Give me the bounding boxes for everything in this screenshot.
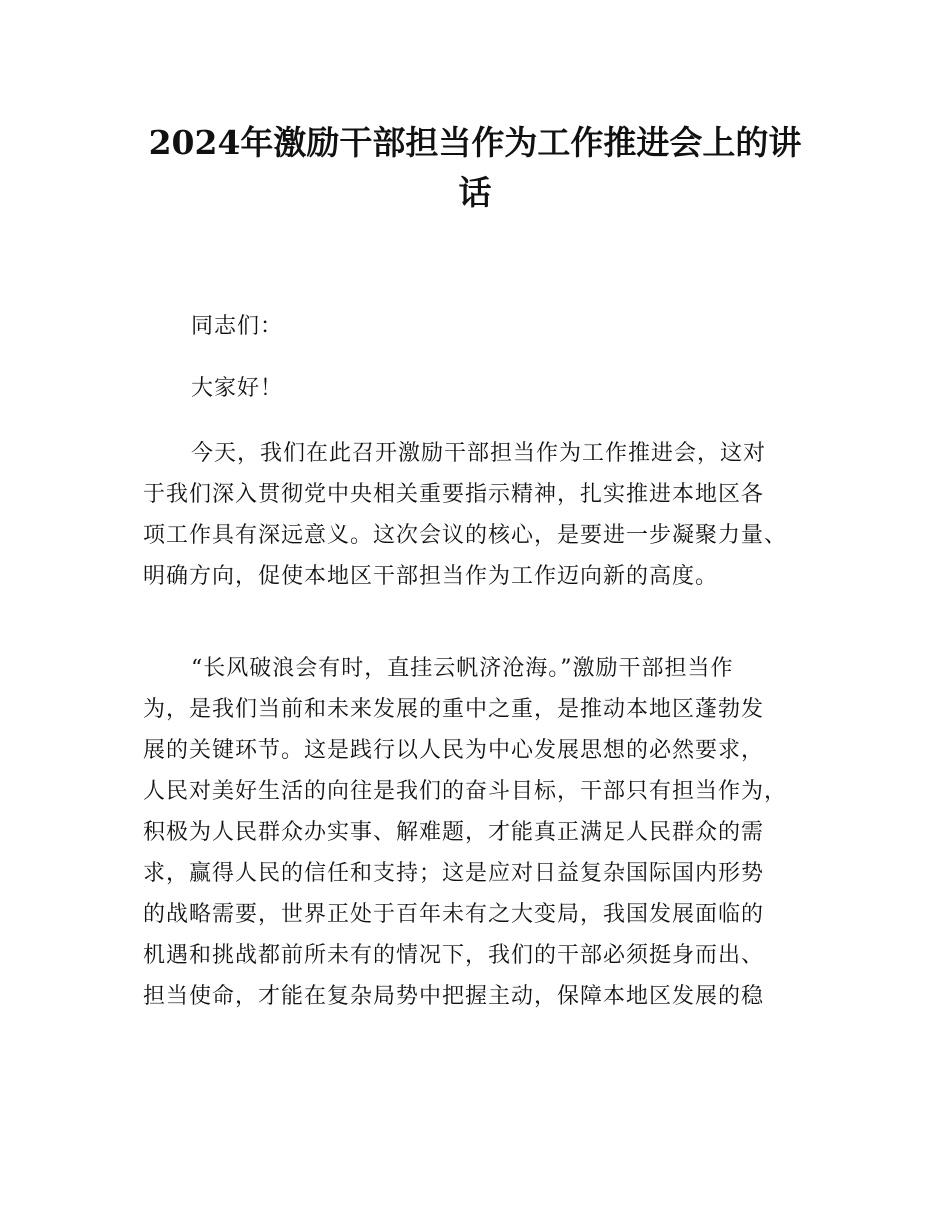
paragraph-2-line: 为，是我们当前和未来发展的重中之重，是推动本地区蓬勃发 — [143, 697, 765, 722]
paragraph-2-line: 人民对美好生活的向往是我们的奋斗目标，干部只有担当作为， — [143, 779, 788, 804]
title-line-1: 2024年激励干部担当作为工作推进会上的讲 — [148, 123, 802, 162]
paragraph-1-line: 项工作具有深远意义。这次会议的核心，是要进一步凝聚力量、 — [143, 523, 788, 548]
paragraph-2-line: 积极为人民群众办实事、解难题，才能真正满足人民群众的需 — [143, 820, 765, 845]
paragraph-2-line: 的战略需要，世界正处于百年未有之大变局，我国发展面临的 — [143, 902, 765, 927]
title-line-2: 话 — [458, 173, 492, 212]
salutation-paragraph — [143, 306, 823, 347]
paragraph-2 — [143, 648, 823, 1017]
paragraph-2-line: “长风破浪会有时，直挂云帆济沧海。”激励干部担当作 — [191, 656, 734, 681]
paragraph-2-line: 求，赢得人民的信任和支持；这是应对日益复杂国际国内形势 — [143, 861, 765, 886]
paragraph-1-line: 今天，我们在此召开激励干部担当作为工作推进会，这对 — [191, 441, 767, 466]
paragraph-2-line: 机遇和挑战都前所未有的情况下，我们的干部必须挺身而出、 — [143, 943, 765, 968]
salutation-text: 同志们： — [191, 314, 284, 339]
paragraph-1-line: 明确方向，促使本地区干部担当作为工作迈向新的高度。 — [143, 564, 719, 589]
greeting-text: 大家好！ — [191, 376, 284, 401]
paragraph-2-line: 担当使命，才能在复杂局势中把握主动，保障本地区发展的稳 — [143, 984, 765, 1009]
paragraph-1-line: 于我们深入贯彻党中央相关重要指示精神，扎实推进本地区各 — [143, 482, 765, 507]
paragraph-2-line: 展的关键环节。这是践行以人民为中心发展思想的必然要求， — [143, 738, 765, 763]
document-title — [100, 118, 850, 218]
paragraph-1 — [143, 433, 823, 597]
greeting-paragraph — [143, 368, 823, 409]
